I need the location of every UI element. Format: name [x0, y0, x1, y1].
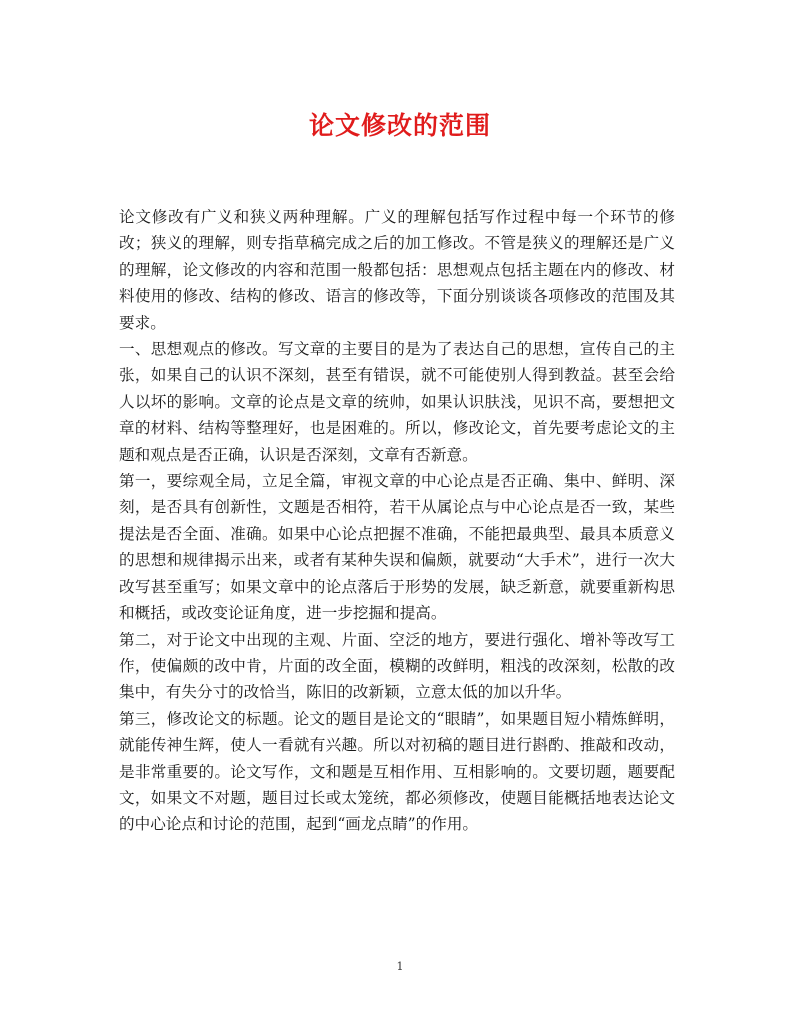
paragraph-section-1: 一、思想观点的修改。写文章的主要目的是为了表达自己的思想，宣传自己的主张，如果自己的认识不深刻，甚至有错误，就不可能使别人得到教益。甚至会给人以坏的影响。文章的论点是文章的统帅，如果认识肤浅，见识不高，要想把文章的材料、结构等整理好，也是困难的。所以，修改论文，首先要考虑论文的主题和观点是否正确，认识是否深刻，文章有否新意。: [119, 340, 675, 464]
page-number: 1: [396, 960, 404, 973]
document-body: [119, 204, 675, 838]
paragraph-point-1: 第一，要综观全局，立足全篇，审视文章的中心论点是否正确、集中、鲜明、深刻，是否具有创新性，文题是否相符，若干从属论点与中心论点是否一致，某些提法是否全面、准确。如果中心论点把握不准确，不能把最典型、最具本质意义的思想和规律揭示出来，或者有某种失误和偏颇，就要动“大手术”，进行一次大改写甚至重写；如果文章中的论点落后于形势的发展，缺乏新意，就要重新构思和概括，或改变论证角度，进一步挖掘和提高。: [119, 472, 675, 623]
document-title: 论文修改的范围: [308, 111, 491, 140]
paragraph-intro: 论文修改有广义和狭义两种理解。广义的理解包括写作过程中每一个环节的修改；狭义的理解，则专指草稿完成之后的加工修改。不管是狭义的理解还是广义的理解，论文修改的内容和范围一般都包括：思想观点包括主题在内的修改、材料使用的修改、结构的修改、语言的修改等，下面分别谈谈各项修改的范围及其要求。: [119, 208, 675, 332]
paragraph-point-3: 第三，修改论文的标题。论文的题目是论文的“眼睛”，如果题目短小精炼鲜明，就能传神生辉，使人一看就有兴趣。所以对初稿的题目进行斟酌、推敲和改动，是非常重要的。论文写作，文和题是互相作用、互相影响的。文要切题，题要配文，如果文不对题，题目过长或太笼统，都必须修改，使题目能概括地表达论文的中心论点和讨论的范围，起到“画龙点睛”的作用。: [119, 709, 675, 834]
paragraph-point-2: 第二，对于论文中出现的主观、片面、空泛的地方，要进行强化、增补等改写工作，使偏颇的改中肯，片面的改全面，模糊的改鲜明，粗浅的改深刻，松散的改集中，有失分寸的改恰当，陈旧的改新颖，立意太低的加以升华。: [119, 630, 675, 702]
